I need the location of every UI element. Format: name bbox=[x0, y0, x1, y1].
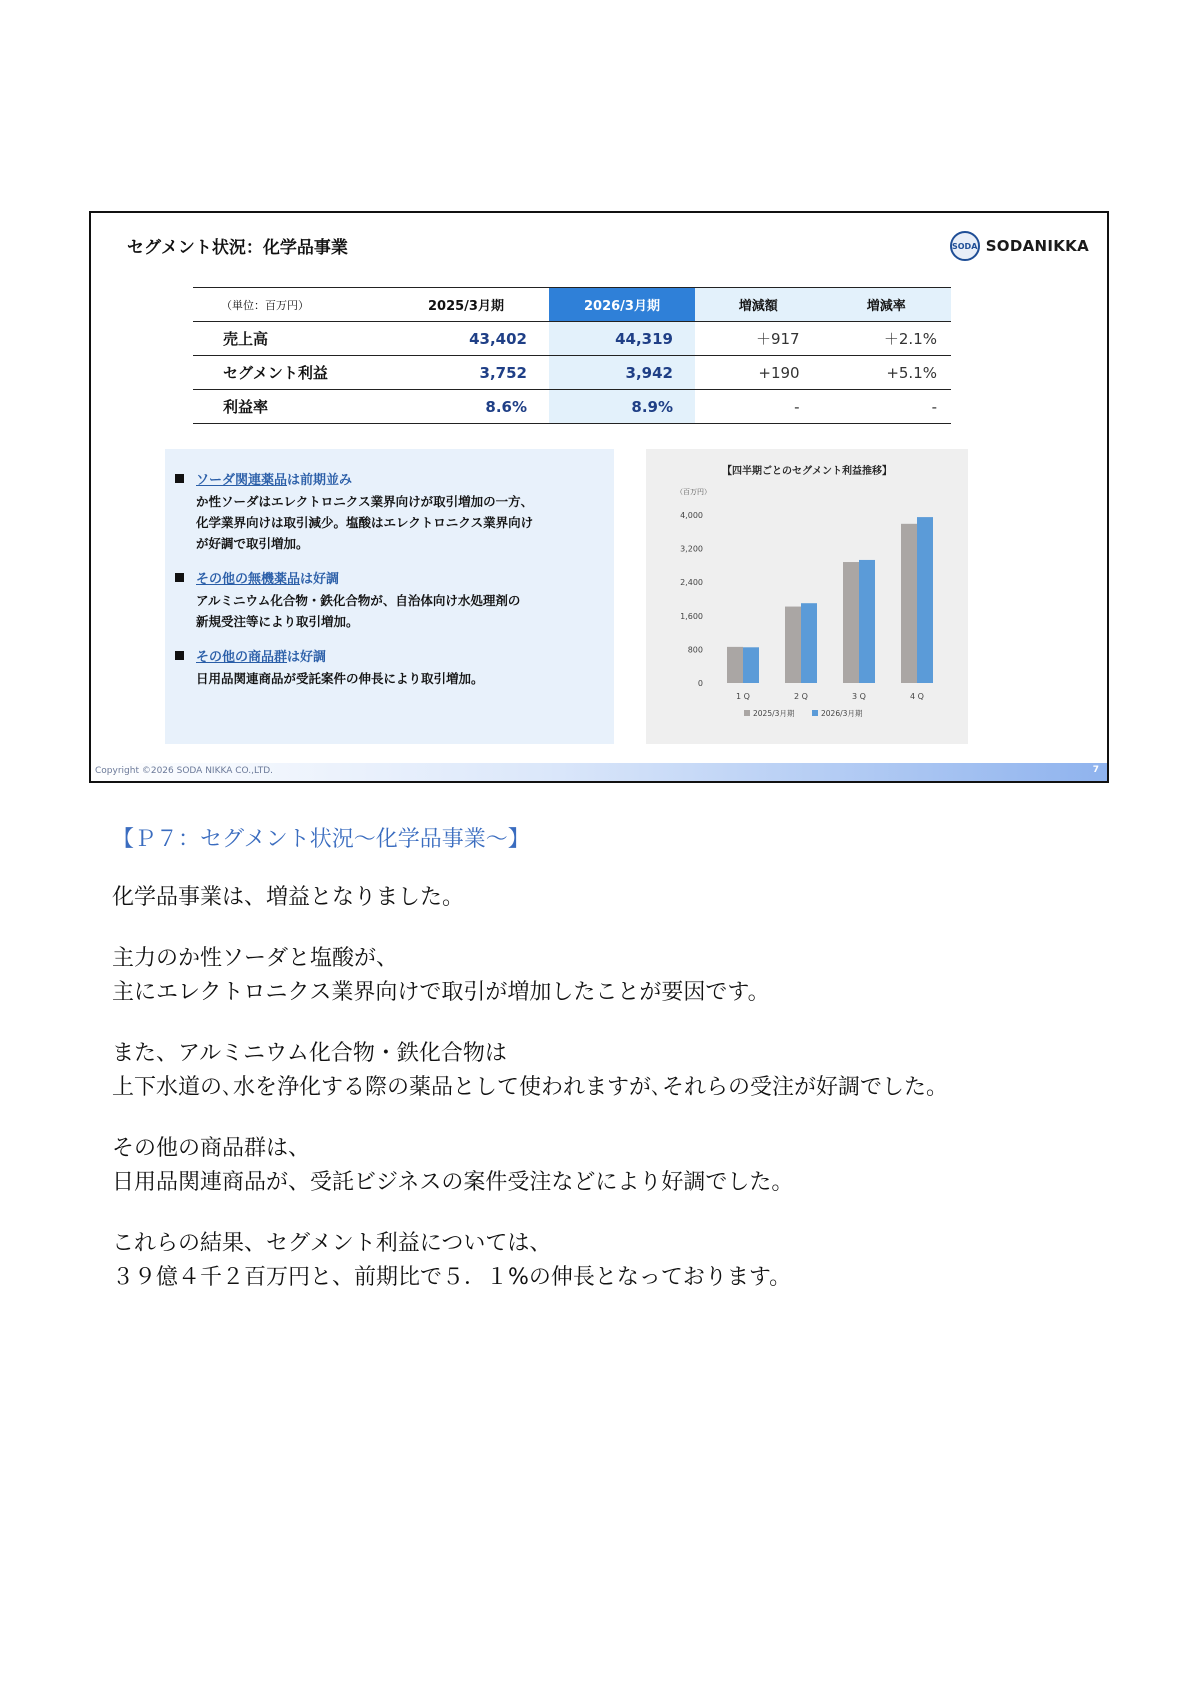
slide-footer bbox=[91, 763, 1107, 781]
logo-text: SODANIKKA bbox=[985, 237, 1089, 255]
note-body bbox=[175, 668, 602, 689]
cell-2026: 8.9% bbox=[549, 390, 695, 424]
note-inorganic bbox=[175, 568, 602, 632]
bar-2Q-s2 bbox=[801, 603, 817, 683]
y-tick-label: 2,400 bbox=[680, 578, 703, 588]
col-2026-header: 2026/3月期 bbox=[549, 288, 695, 322]
table-row bbox=[193, 390, 951, 424]
legend-label-s1: 2025/3月期 bbox=[753, 709, 795, 718]
legend-swatch-s2 bbox=[812, 710, 818, 716]
page-number: 7 bbox=[1092, 765, 1099, 775]
cell-diff: ＋917 bbox=[695, 322, 822, 356]
row-label: 売上高 bbox=[193, 322, 383, 356]
note-line: 日用品関連商品が受託案件の伸長により取引増加。 bbox=[196, 671, 484, 686]
square-bullet-icon bbox=[175, 573, 184, 582]
chart-unit-label: （百万円） bbox=[676, 488, 711, 496]
bar-4Q-s1 bbox=[901, 524, 917, 683]
script-paragraph bbox=[112, 1132, 1112, 1200]
square-bullet-icon bbox=[175, 474, 184, 483]
note-heading-tail: は好調 bbox=[300, 572, 340, 587]
bar-2Q-s1 bbox=[785, 607, 801, 683]
y-tick-label: 3,200 bbox=[680, 544, 703, 554]
cell-diff: - bbox=[695, 390, 822, 424]
chart-title: 【四半期ごとのセグメント利益推移】 bbox=[722, 466, 892, 477]
cell-2025: 43,402 bbox=[383, 322, 549, 356]
note-line: が好調で取引増加。 bbox=[196, 536, 309, 551]
x-tick-label: 3 Q bbox=[852, 692, 866, 701]
script-line: 日用品関連商品が、受託ビジネスの案件受注などにより好調でした。 bbox=[112, 1170, 794, 1195]
table-header-row bbox=[193, 288, 951, 322]
slide bbox=[89, 211, 1109, 783]
script-line: ３９億４千２百万円と、前期比で５．１%の伸長となっております。 bbox=[112, 1265, 792, 1290]
cell-2026: 44,319 bbox=[549, 322, 695, 356]
notes-panel bbox=[165, 449, 614, 744]
unit-header: （単位：百万円） bbox=[193, 288, 383, 322]
y-tick-label: 0 bbox=[697, 679, 703, 688]
cell-diff: +190 bbox=[695, 356, 822, 390]
note-line: 化学業界向けは取引減少。塩酸はエレクトロニクス業界向け bbox=[196, 515, 534, 530]
x-tick-label: 2 Q bbox=[794, 692, 808, 701]
note-heading-tail: は好調 bbox=[287, 650, 327, 665]
script-line: これらの結果、セグメント利益については、 bbox=[112, 1231, 552, 1256]
logo-emblem-icon: SODA bbox=[950, 231, 980, 261]
bar-1Q-s2 bbox=[743, 647, 759, 683]
col-2025-header: 2025/3月期 bbox=[383, 288, 549, 322]
x-tick-label: 1 Q bbox=[736, 692, 750, 701]
script-heading: 【Ｐ７：セグメント状況～化学品事業～】 bbox=[112, 827, 530, 852]
script-paragraph bbox=[112, 1227, 1112, 1295]
speaker-script bbox=[112, 822, 1112, 1322]
note-heading: その他の無機薬品 bbox=[196, 572, 301, 587]
cell-rate: +5.1% bbox=[822, 356, 951, 390]
note-heading-tail: は前期並み bbox=[287, 473, 353, 488]
note-soda bbox=[175, 469, 602, 554]
script-line: 主力のか性ソーダと塩酸が、 bbox=[112, 946, 399, 971]
note-line: 新規受注等により取引増加。 bbox=[196, 614, 359, 629]
note-heading: ソーダ関連薬品 bbox=[196, 473, 288, 488]
col-diff-header: 増減額 bbox=[695, 288, 822, 322]
script-paragraph bbox=[112, 1037, 1112, 1105]
square-bullet-icon bbox=[175, 651, 184, 660]
bar-3Q-s1 bbox=[843, 562, 859, 683]
profit-chart-svg bbox=[646, 449, 968, 744]
script-line: 化学品事業は、増益となりました。 bbox=[112, 885, 465, 910]
cell-rate: ＋2.1% bbox=[822, 322, 951, 356]
y-tick-label: 800 bbox=[687, 645, 703, 655]
script-paragraph bbox=[112, 942, 1112, 1010]
y-tick-label: 4,000 bbox=[680, 511, 703, 520]
financial-table bbox=[193, 287, 951, 424]
table-row bbox=[193, 356, 951, 390]
script-paragraph bbox=[112, 881, 1112, 915]
note-heading: その他の商品群 bbox=[196, 650, 288, 665]
row-label: 利益率 bbox=[193, 390, 383, 424]
bar-3Q-s2 bbox=[859, 560, 875, 683]
company-logo bbox=[950, 231, 1089, 261]
cell-rate: - bbox=[822, 390, 951, 424]
bar-4Q-s2 bbox=[917, 517, 933, 683]
note-line: アルミニウム化合物・鉄化合物が、自治体向け水処理剤の bbox=[196, 593, 521, 608]
copyright: Copyright ©2026 SODA NIKKA CO.,LTD. bbox=[95, 766, 274, 776]
script-line: その他の商品群は、 bbox=[112, 1136, 311, 1161]
note-products bbox=[175, 646, 602, 689]
row-label: セグメント利益 bbox=[193, 356, 383, 390]
note-body bbox=[175, 491, 602, 554]
cell-2026: 3,942 bbox=[549, 356, 695, 390]
script-line: また、アルミニウム化合物・鉄化合物は bbox=[112, 1041, 507, 1066]
cell-2025: 3,752 bbox=[383, 356, 549, 390]
profit-chart bbox=[646, 449, 968, 744]
legend-label-s2: 2026/3月期 bbox=[821, 709, 863, 718]
note-line: か性ソーダはエレクトロニクス業界向けが取引増加の一方、 bbox=[196, 494, 534, 509]
slide-title: セグメント状況：化学品事業 bbox=[127, 238, 348, 258]
table-row bbox=[193, 322, 951, 356]
y-tick-label: 1,600 bbox=[680, 611, 703, 621]
x-tick-label: 4 Q bbox=[910, 692, 924, 701]
script-line: 主にエレクトロニクス業界向けで取引が増加したことが要因です。 bbox=[112, 980, 770, 1005]
note-body bbox=[175, 590, 602, 632]
script-line: 上下水道の､水を浄化する際の薬品として使われますが､それらの受注が好調でした。 bbox=[112, 1075, 949, 1100]
col-rate-header: 増減率 bbox=[822, 288, 951, 322]
bar-1Q-s1 bbox=[727, 647, 743, 683]
legend-swatch-s1 bbox=[744, 710, 750, 716]
cell-2025: 8.6% bbox=[383, 390, 549, 424]
